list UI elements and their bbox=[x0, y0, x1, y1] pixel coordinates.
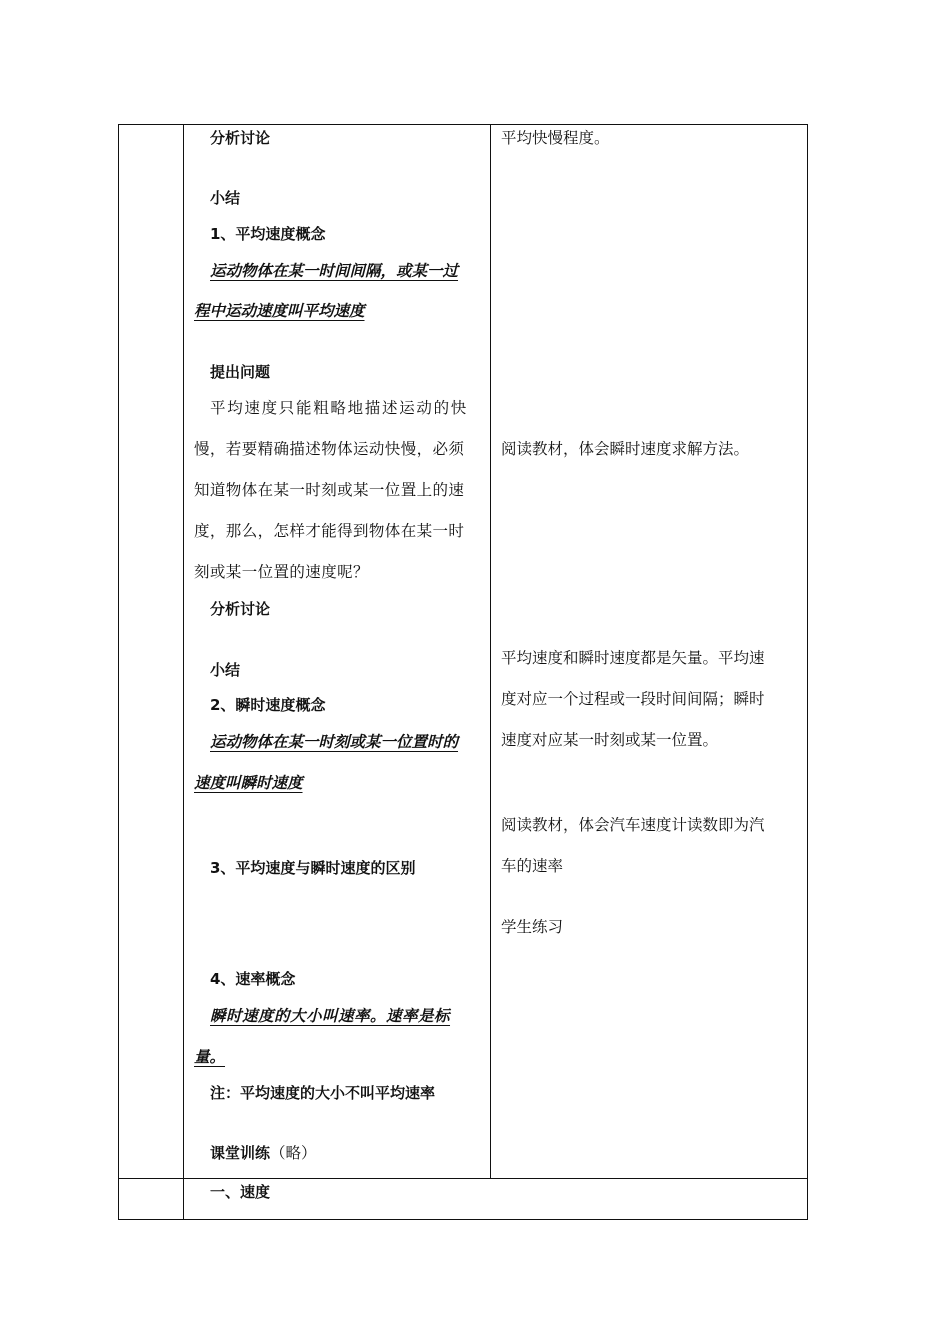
right-text-read-inst-method: 阅读教材，体会瞬时速度求解方法。 bbox=[501, 440, 750, 458]
question-heading: 提出问题 bbox=[210, 363, 271, 381]
table-border-right bbox=[807, 124, 808, 1220]
question-text-line5: 刻或某一位置的速度呢？ bbox=[194, 563, 369, 581]
summary-heading-1: 小结 bbox=[210, 189, 241, 207]
question-text-line1: 平均速度只能粗略地描述运动的快 bbox=[210, 399, 469, 417]
classroom-training-suffix: （略） bbox=[270, 1144, 317, 1162]
table-border-bottom bbox=[118, 1219, 808, 1220]
right-text-speedometer-line2: 车的速率 bbox=[501, 857, 564, 875]
classroom-training bbox=[210, 1146, 317, 1162]
table-border-col2 bbox=[490, 124, 491, 1179]
table-border-row-divider bbox=[118, 1178, 808, 1179]
question-text-line2: 慢，若要精确描述物体运动快慢，必须 bbox=[194, 440, 465, 458]
table-border-top bbox=[118, 124, 808, 125]
question-text-line4: 度，那么，怎样才能得到物体在某一时 bbox=[194, 522, 465, 540]
note-text: 注：平均速度的大小不叫平均速率 bbox=[210, 1084, 436, 1102]
difference-title: 3、平均速度与瞬时速度的区别 bbox=[210, 859, 416, 877]
right-text-vector-line2: 度对应一个过程或一段时间间隔；瞬时 bbox=[501, 690, 765, 708]
right-text-vector-line3: 速度对应某一时刻或某一位置。 bbox=[501, 731, 719, 749]
avg-speed-title: 1、平均速度概念 bbox=[210, 225, 326, 243]
right-text-speedometer-line1: 阅读教材，体会汽车速度计读数即为汽 bbox=[501, 816, 765, 834]
inst-speed-definition-line1: 运动物体在某一时刻或某一位置时的 bbox=[210, 733, 459, 751]
discussion-heading-2: 分析讨论 bbox=[210, 600, 271, 618]
summary-heading-2: 小结 bbox=[210, 661, 241, 679]
table-border-col1 bbox=[183, 124, 184, 1220]
avg-speed-definition-line1: 运动物体在某一时间间隔，或某一过 bbox=[210, 262, 459, 280]
right-text-vector-line1: 平均速度和瞬时速度都是矢量。平均速 bbox=[501, 649, 765, 667]
right-text-avg-degree: 平均快慢程度。 bbox=[501, 129, 610, 147]
avg-speed-definition-line2: 程中运动速度叫平均速度 bbox=[194, 302, 365, 320]
discussion-heading-1: 分析讨论 bbox=[210, 129, 271, 147]
rate-definition-line2: 量。 bbox=[194, 1048, 226, 1066]
question-text-line3: 知道物体在某一时刻或某一位置上的速 bbox=[194, 481, 465, 499]
rate-title: 4、速率概念 bbox=[210, 970, 296, 988]
inst-speed-definition-line2: 速度叫瞬时速度 bbox=[194, 774, 303, 792]
classroom-training-label: 课堂训练 bbox=[210, 1144, 271, 1162]
table-border-left bbox=[118, 124, 119, 1220]
right-text-practice: 学生练习 bbox=[501, 918, 564, 936]
rate-definition-line1: 瞬时速度的大小叫速率。速率是标 bbox=[210, 1007, 451, 1025]
inst-speed-title: 2、瞬时速度概念 bbox=[210, 696, 326, 714]
bottom-row-heading: 一、速度 bbox=[210, 1183, 271, 1201]
